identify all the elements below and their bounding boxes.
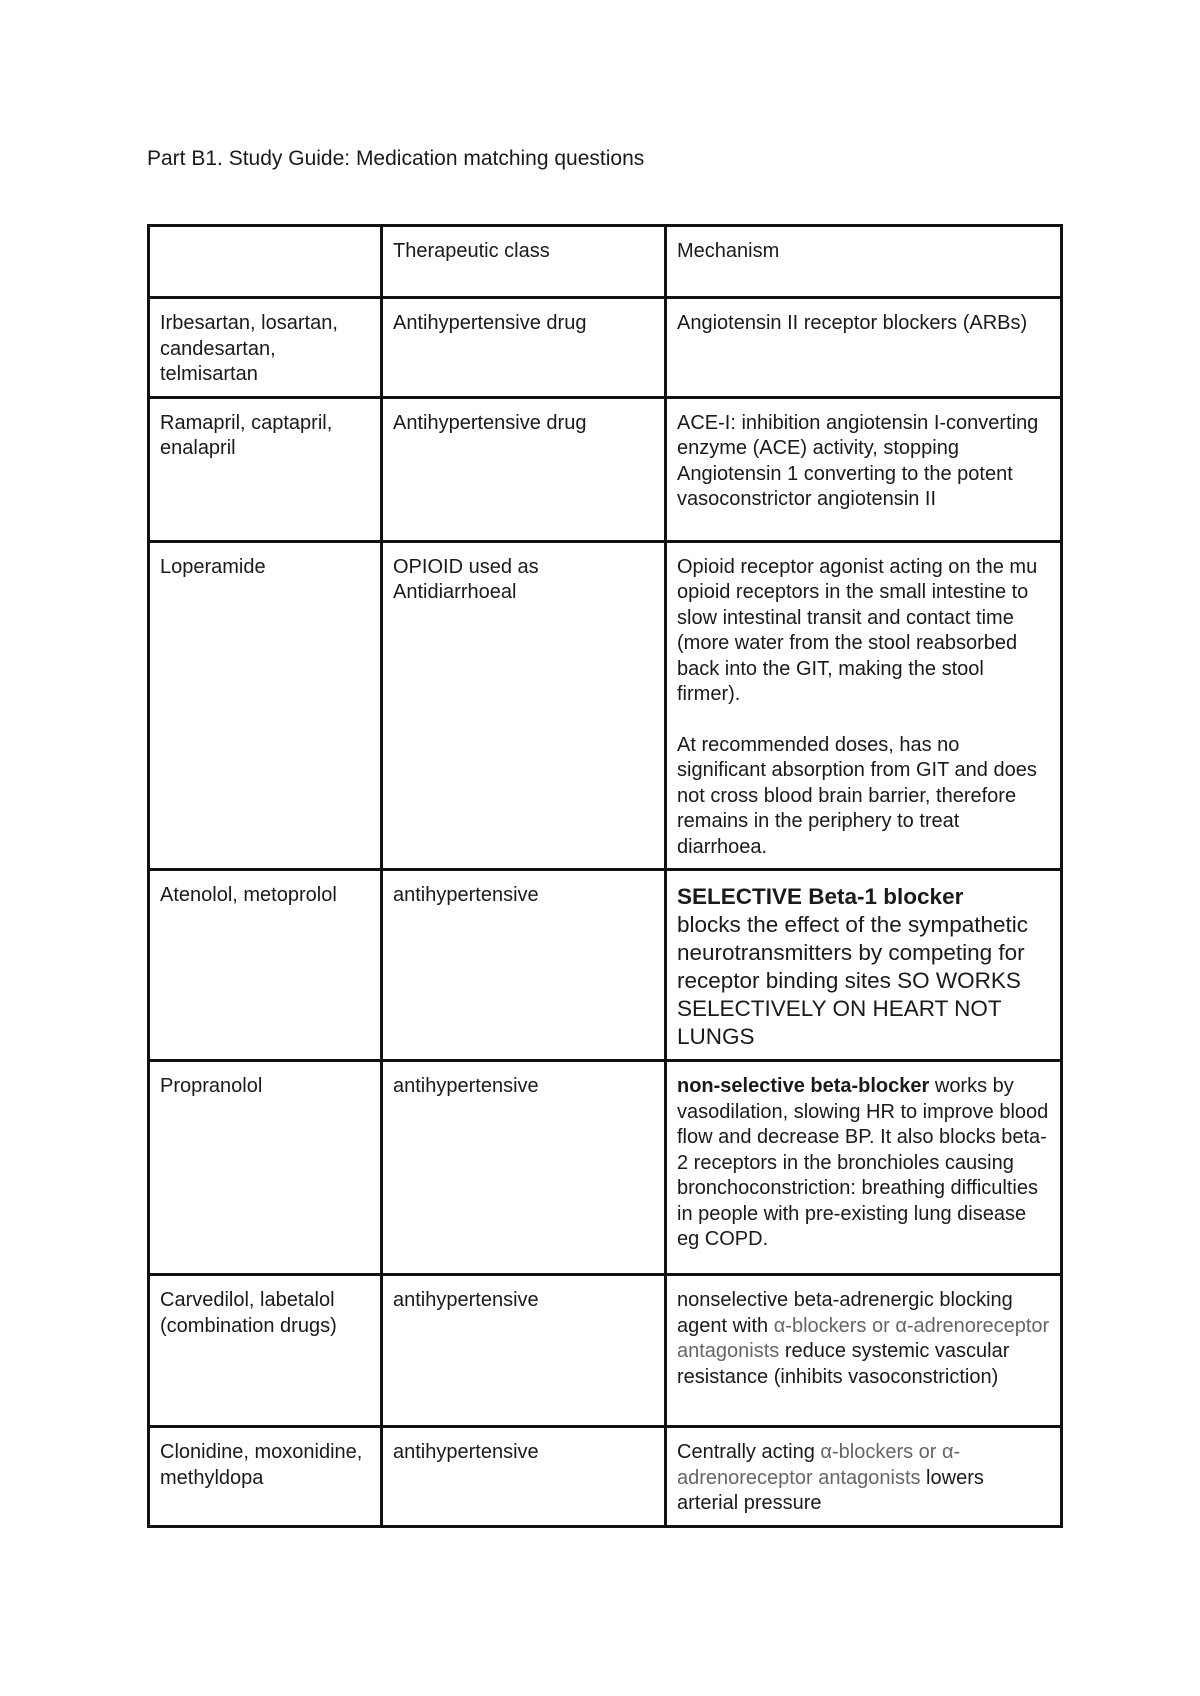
- mechanism-cell: [666, 1061, 1062, 1275]
- drug-cell: Atenolol, metoprolol: [149, 870, 382, 1061]
- mechanism-cell: [666, 870, 1062, 1061]
- header-cell-therapeutic-class: Therapeutic class: [382, 226, 666, 298]
- mechanism-cell: [666, 1275, 1062, 1427]
- drug-cell: Irbesartan, losartan, candesartan, telmisartan: [149, 298, 382, 398]
- class-cell: antihypertensive: [382, 870, 666, 1061]
- table-row-arbs: [149, 298, 1062, 398]
- table-row-combination-beta-blockers: [149, 1275, 1062, 1427]
- class-cell: antihypertensive: [382, 1061, 666, 1275]
- mechanism-text: blocks the effect of the sympathetic neurotransmitters by competing for receptor binding sites SO WORKS SELECTIVELY ON HEART NOT LUNGS: [677, 912, 1029, 1049]
- table-row-centrally-acting: [149, 1427, 1062, 1527]
- mechanism-paragraph-1: Opioid receptor agonist acting on the mu opioid receptors in the small intestine to slow intestinal transit and contact time (more water from the stool reabsorbed back into the GIT, making the stool firmer).: [677, 555, 1038, 705]
- page-title: Part B1. Study Guide: Medication matching questions: [147, 147, 645, 170]
- mechanism-text-end: lowers arterial pressure: [677, 1466, 984, 1514]
- mechanism-grey-text: α-blockers or α-adrenoreceptor antagonists: [677, 1441, 961, 1489]
- mechanism-cell: [666, 541, 1062, 870]
- mechanism-cell: Angiotensin II receptor blockers (ARBs): [666, 298, 1062, 398]
- header-cell-mechanism: Mechanism: [666, 226, 1062, 298]
- mechanism-text-end: reduce systemic vascular resistance (inhibits vasoconstriction): [677, 1340, 1010, 1388]
- mechanism-cell: [666, 1427, 1062, 1527]
- medication-table: [147, 224, 1063, 1528]
- drug-cell: Loperamide: [149, 541, 382, 870]
- drug-cell: Propranolol: [149, 1061, 382, 1275]
- class-cell: antihypertensive: [382, 1427, 666, 1527]
- drug-cell: Carvedilol, labetalol (combination drugs): [149, 1275, 382, 1427]
- table-row-loperamide: [149, 541, 1062, 870]
- mechanism-bold-text: SELECTIVE Beta-1 blocker: [677, 884, 964, 909]
- class-cell: Antihypertensive drug: [382, 397, 666, 541]
- mechanism-paragraph-2: At recommended doses, has no significant absorption from GIT and does not cross blood brain barrier, therefore remains in the periphery to treat diarrhoea.: [677, 733, 1037, 858]
- table-header-row: [149, 226, 1062, 298]
- table-row-selective-beta-blockers: [149, 870, 1062, 1061]
- drug-cell: Clonidine, moxonidine, methyldopa: [149, 1427, 382, 1527]
- class-cell: antihypertensive: [382, 1275, 666, 1427]
- mechanism-text: nonselective beta-adrenergic blocking agent with: [677, 1289, 1013, 1337]
- mechanism-cell: ACE-I: inhibition angiotensin I-converting enzyme (ACE) activity, stopping Angiotensin 1 converting to the potent vasoconstrictor angiotensin II: [666, 397, 1062, 541]
- header-cell-drug: [149, 226, 382, 298]
- table-row-ace-inhibitors: [149, 397, 1062, 541]
- mechanism-text: works by vasodilation, slowing HR to improve blood flow and decrease BP. It also blocks beta-2 receptors in the bronchioles causing bronchoconstriction: breathing difficulties in people with pre-existing lung disease eg COPD.: [677, 1075, 1049, 1250]
- mechanism-text: Centrally acting: [677, 1441, 821, 1463]
- table-row-propranolol: [149, 1061, 1062, 1275]
- mechanism-bold-text: non-selective beta-blocker: [677, 1075, 930, 1097]
- class-cell: Antihypertensive drug: [382, 298, 666, 398]
- class-cell: OPIOID used as Antidiarrhoeal: [382, 541, 666, 870]
- drug-cell: Ramapril, captapril, enalapril: [149, 397, 382, 541]
- mechanism-grey-text: α-blockers or α-adrenoreceptor antagonists: [677, 1314, 1050, 1362]
